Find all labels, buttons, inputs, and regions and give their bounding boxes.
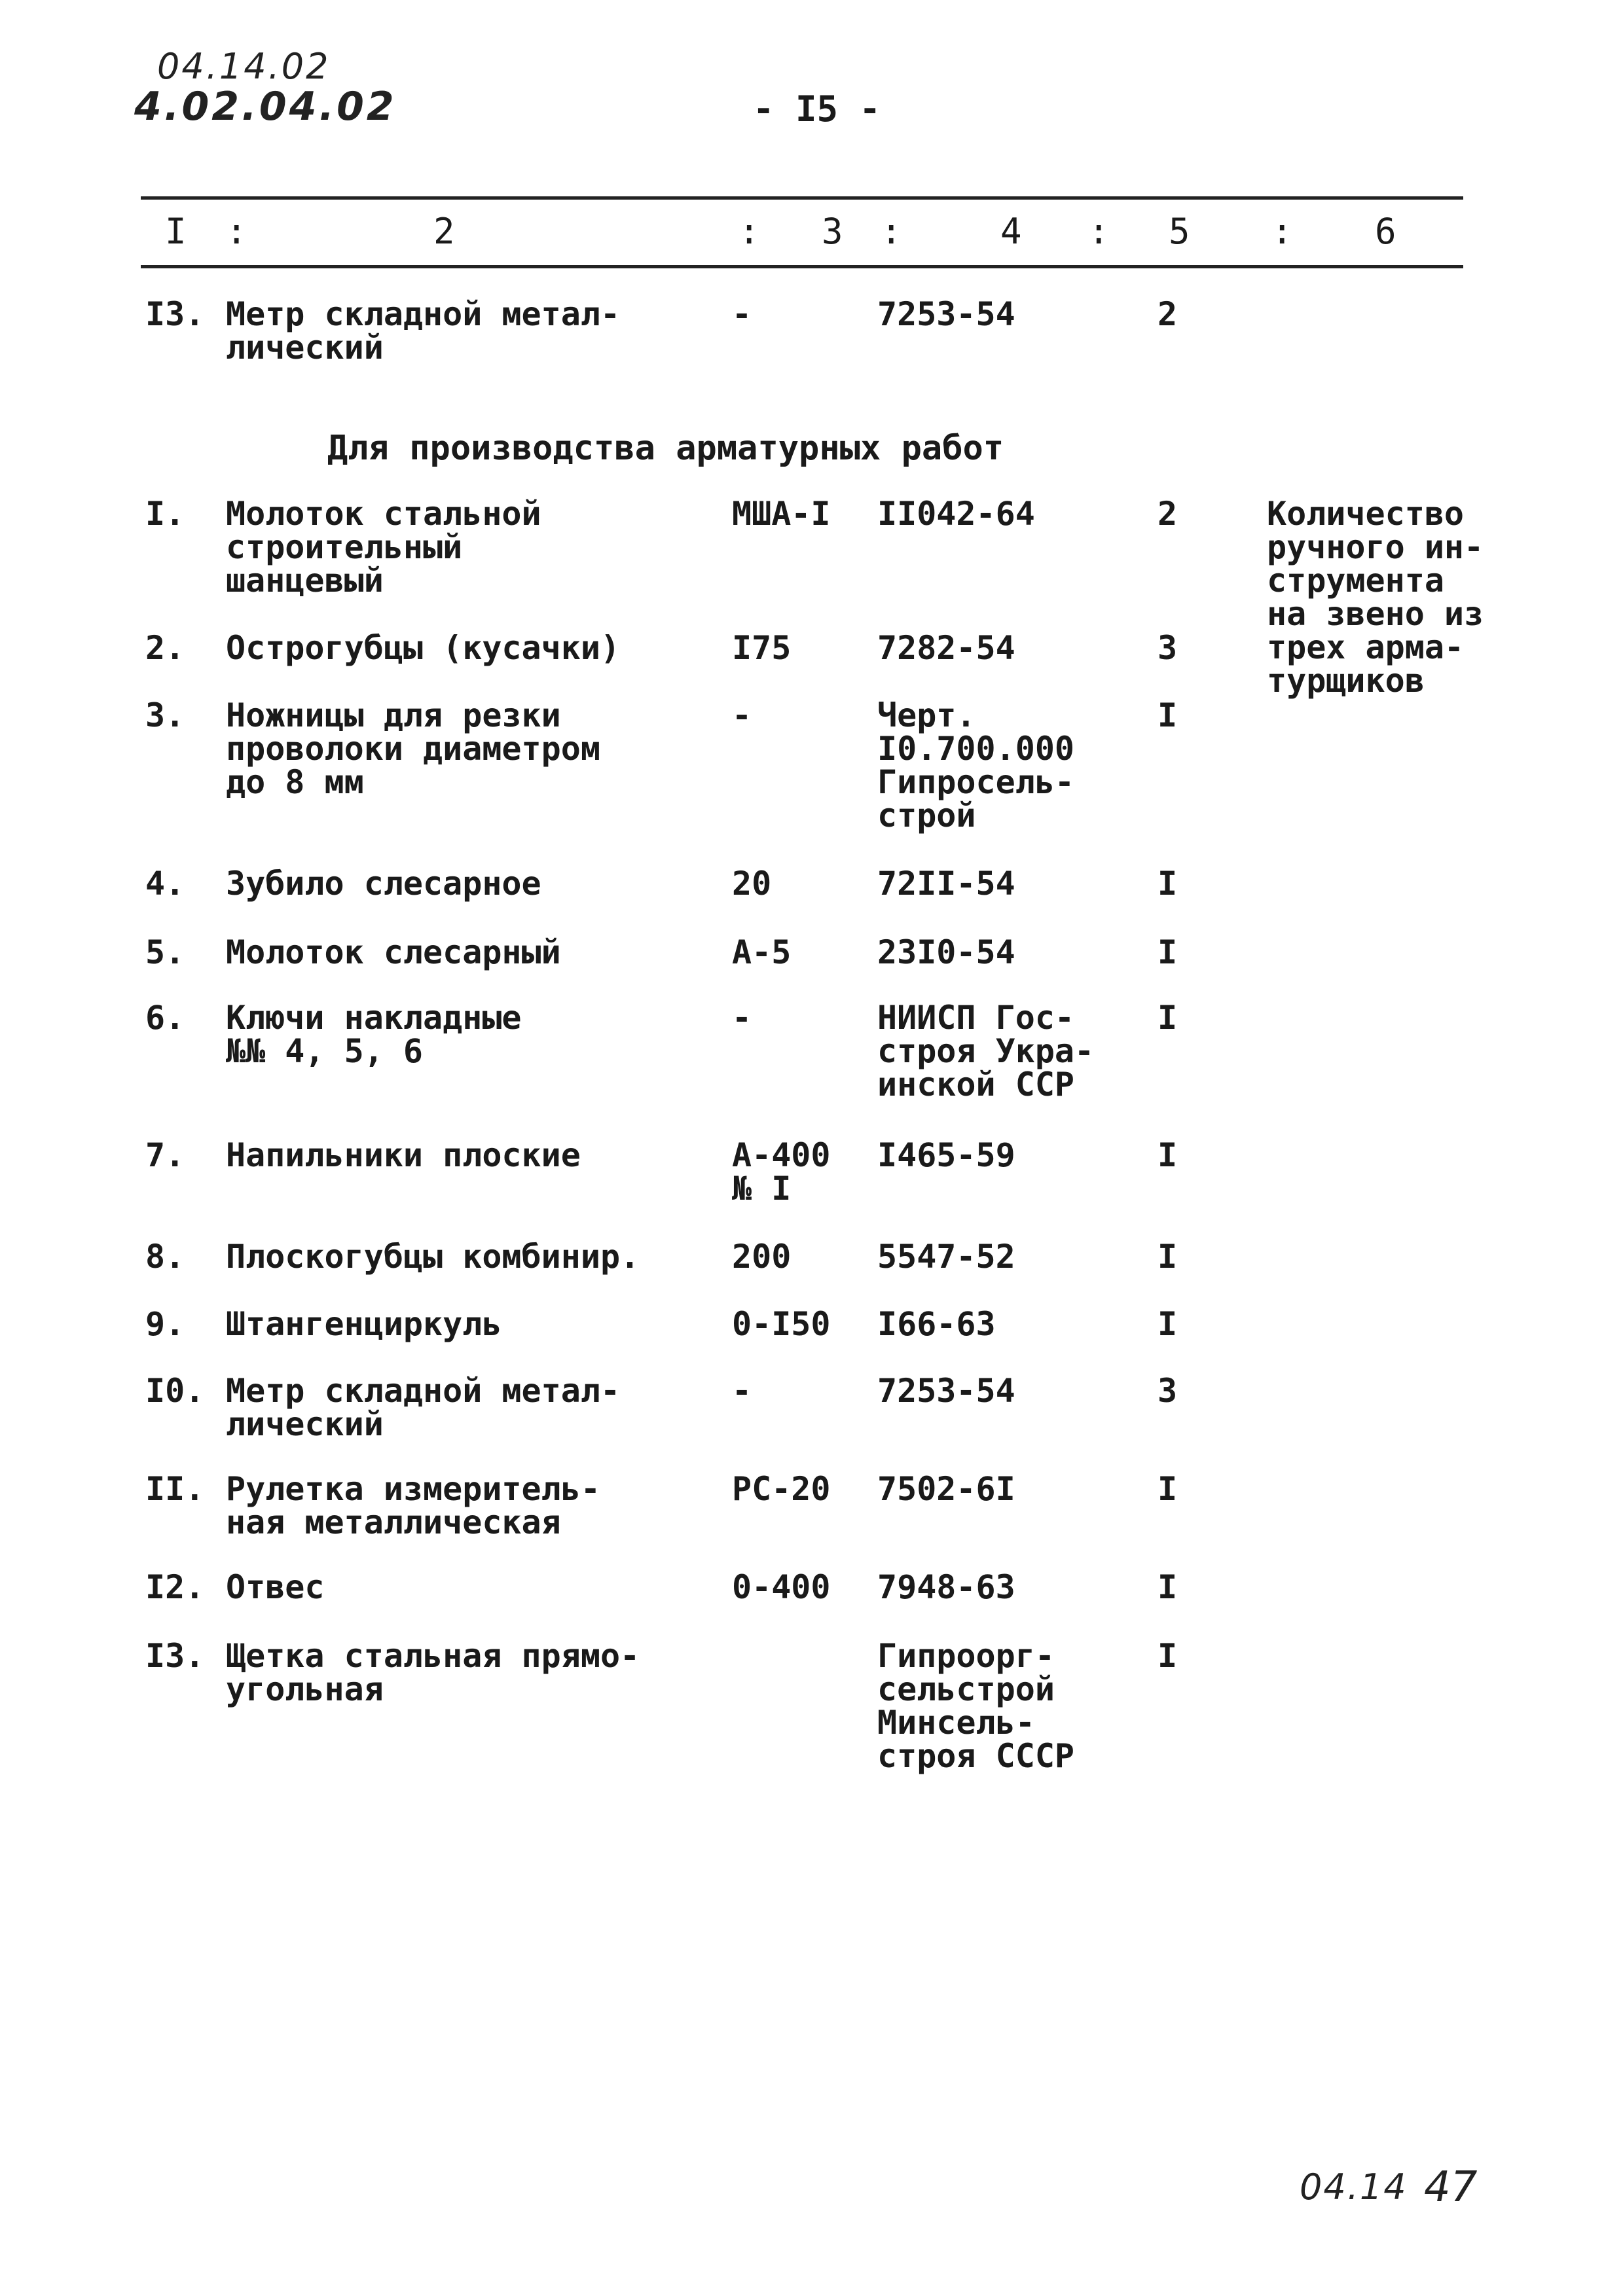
row-gost: 7948-63 <box>877 1568 1015 1606</box>
row-quantity: 3 <box>1158 1372 1178 1410</box>
section-heading: Для производства арматурных работ <box>327 429 1004 468</box>
row-gost: Черт. I0.700.000 Гипросель- строй <box>877 696 1075 834</box>
row-gost: I66-63 <box>877 1305 996 1343</box>
row-number: I3. <box>145 295 205 333</box>
row-gost: 7253-54 <box>877 1372 1015 1410</box>
row-number: I2. <box>145 1568 205 1606</box>
row-quantity: 3 <box>1158 629 1178 667</box>
row-name: Напильники плоские <box>226 1136 581 1174</box>
row-mark: - <box>732 295 752 333</box>
row-gost: НИИСП Гос- строя Укра- инской ССР <box>877 999 1095 1103</box>
row-gost: 23I0-54 <box>877 933 1015 971</box>
row-quantity: I <box>1158 1568 1178 1606</box>
header-col-1: I <box>165 211 187 252</box>
row-gost: Гипроорг- сельстрой Минсель- строя СССР <box>877 1637 1075 1775</box>
row-quantity: I <box>1158 696 1178 734</box>
row-name: Штангенциркуль <box>226 1305 502 1343</box>
row-name: Молоток стальной строительный шанцевый <box>226 495 541 600</box>
row-name: Ключи накладные №№ 4, 5, 6 <box>226 999 522 1070</box>
row-number: I0. <box>145 1372 205 1410</box>
row-name: Молоток слесарный <box>226 933 561 971</box>
row-number: 2. <box>145 629 185 667</box>
row-name: Ножницы для резки проволоки диаметром до 8 мм <box>226 696 600 801</box>
row-quantity: 2 <box>1158 495 1178 533</box>
header-separator: : <box>1271 211 1293 252</box>
row-name: Острогубцы (кусачки) <box>226 629 621 667</box>
row-gost: 7282-54 <box>877 629 1015 667</box>
row-quantity: I <box>1158 933 1178 971</box>
handwritten-code-top: 04.14.02 <box>157 46 331 87</box>
row-number: 6. <box>145 999 185 1037</box>
handwritten-code-top-2: 4.02.04.02 <box>134 84 397 130</box>
row-quantity: I <box>1158 999 1178 1037</box>
header-col-2: 2 <box>433 211 455 252</box>
row-gost: II042-64 <box>877 495 1035 533</box>
row-mark: 200 <box>732 1238 792 1276</box>
header-col-6: 6 <box>1375 211 1396 252</box>
row-gost: 7253-54 <box>877 295 1015 333</box>
row-number: 5. <box>145 933 185 971</box>
page-number: - I5 - <box>753 88 881 130</box>
row-name: Щетка стальная прямо- угольная <box>226 1637 640 1708</box>
row-number: 4. <box>145 865 185 903</box>
row-mark: МША-I <box>732 495 831 533</box>
header-rule-top <box>141 196 1463 200</box>
row-mark: I75 <box>732 629 792 667</box>
row-mark: 20 <box>732 865 772 903</box>
handwritten-number-bottom: 47 <box>1424 2163 1478 2212</box>
row-name: Рулетка измеритель- ная металлическая <box>226 1470 600 1541</box>
row-mark: 0-400 <box>732 1568 831 1606</box>
row-quantity: I <box>1158 1637 1178 1675</box>
row-mark: 0-I50 <box>732 1305 831 1343</box>
row-mark: - <box>732 696 752 734</box>
row-name: Отвес <box>226 1568 325 1606</box>
row-mark: РС-20 <box>732 1470 831 1508</box>
row-number: 8. <box>145 1238 185 1276</box>
row-number: I3. <box>145 1637 205 1675</box>
row-quantity: I <box>1158 865 1178 903</box>
header-col-5: 5 <box>1169 211 1190 252</box>
row-number: 9. <box>145 1305 185 1343</box>
row-quantity: I <box>1158 1238 1178 1276</box>
row-note: Количество ручного ин- струмента на звено из трех арма- турщиков <box>1267 495 1484 700</box>
row-quantity: I <box>1158 1305 1178 1343</box>
row-number: I. <box>145 495 185 533</box>
header-separator: : <box>1088 211 1110 252</box>
header-rule-bottom <box>141 265 1463 268</box>
row-quantity: 2 <box>1158 295 1178 333</box>
header-separator: : <box>226 211 247 252</box>
row-gost: I465-59 <box>877 1136 1015 1174</box>
row-gost: 72II-54 <box>877 865 1015 903</box>
header-separator: : <box>881 211 902 252</box>
row-name: Зубило слесарное <box>226 865 541 903</box>
row-number: 7. <box>145 1136 185 1174</box>
header-separator: : <box>739 211 760 252</box>
row-number: II. <box>145 1470 205 1508</box>
row-name: Метр складной метал- лический <box>226 295 621 367</box>
row-mark: А-5 <box>732 933 792 971</box>
row-gost: 7502-6I <box>877 1470 1015 1508</box>
row-mark: - <box>732 1372 752 1410</box>
row-quantity: I <box>1158 1136 1178 1174</box>
row-gost: 5547-52 <box>877 1238 1015 1276</box>
row-number: 3. <box>145 696 185 734</box>
header-col-4: 4 <box>1000 211 1022 252</box>
row-quantity: I <box>1158 1470 1178 1508</box>
row-mark: А-400 № I <box>732 1136 831 1208</box>
row-mark: - <box>732 999 752 1037</box>
row-name: Метр складной метал- лический <box>226 1372 621 1443</box>
header-col-3: 3 <box>822 211 843 252</box>
row-name: Плоскогубцы комбинир. <box>226 1238 640 1276</box>
handwritten-code-bottom: 04.14 <box>1300 2166 1408 2208</box>
